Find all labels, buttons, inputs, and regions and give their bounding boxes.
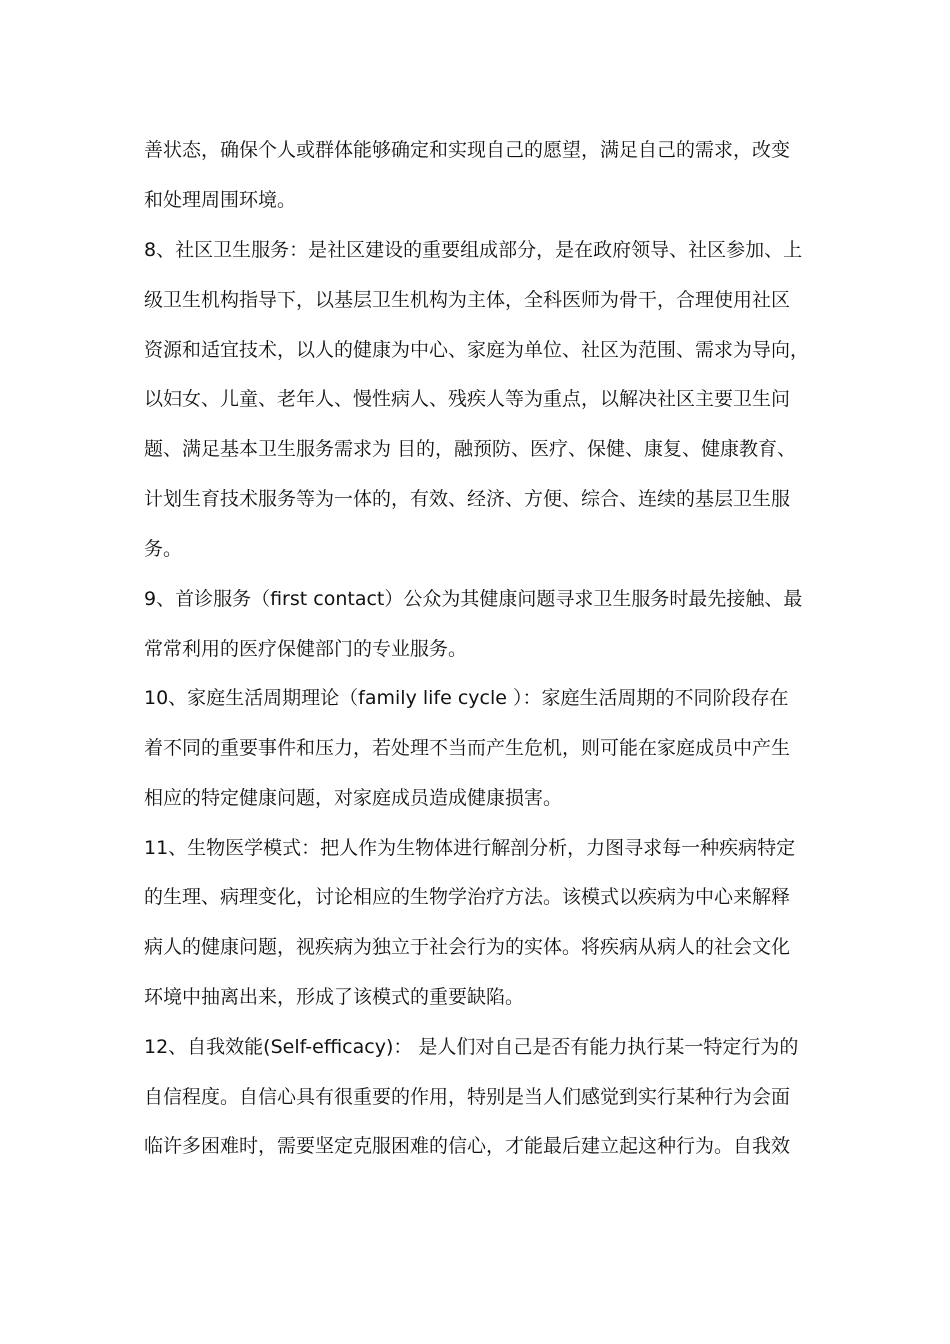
text-line: 的生理、病理变化，讨论相应的生物学治疗方法。该模式以疾病为中心来解释 bbox=[144, 886, 791, 908]
text-line: 级卫生机构指导下，以基层卫生机构为主体，全科医师为骨干，合理使用社区 bbox=[144, 289, 791, 311]
text-line: 11、生物医学模式：把人作为生物体进行解剖分析，力图寻求每一种疾病特定 bbox=[144, 837, 796, 859]
text-line: 环境中抽离出来，形成了该模式的重要缺陷。 bbox=[144, 986, 525, 1008]
text-line: 善状态，确保个人或群体能够确定和实现自己的愿望，满足自己的需求，改变 bbox=[144, 139, 791, 161]
text-line: 题、满足基本卫生服务需求为 目的，融预防、医疗、保健、康复、健康教育、 bbox=[144, 438, 797, 460]
text-line: 临许多困难时，需要坚定克服困难的信心，才能最后建立起这种行为。自我效 bbox=[144, 1135, 791, 1157]
text-line: 着不同的重要事件和压力，若处理不当而产生危机，则可能在家庭成员中产生 bbox=[144, 737, 791, 759]
text-line: 和处理周围环境。 bbox=[144, 189, 297, 211]
text-line: 相应的特定健康问题，对家庭成员造成健康损害。 bbox=[144, 787, 563, 809]
text-line: 9、首诊服务（first contact）公众为其健康问题寻求卫生服务时最先接触、最 bbox=[144, 588, 803, 610]
text-line: 资源和适宜技术，以人的健康为中心、家庭为单位、社区为范围、需求为导向， bbox=[144, 339, 810, 361]
text-line: 以妇女、儿童、老年人、慢性病人、残疾人等为重点，以解决社区主要卫生问 bbox=[144, 388, 791, 410]
text-line: 8、社区卫生服务：是社区建设的重要组成部分，是在政府领导、社区参加、上 bbox=[144, 239, 803, 261]
text-line: 病人的健康问题，视疾病为独立于社会行为的实体。将疾病从病人的社会文化 bbox=[144, 936, 791, 958]
text-line: 务。 bbox=[144, 538, 183, 560]
text-line: 自信程度。自信心具有很重要的作用，特别是当人们感觉到实行某种行为会面 bbox=[144, 1086, 791, 1108]
text-line: 12、自我效能(Self-efficacy)： 是人们对自己是否有能力执行某一特定行为的 bbox=[144, 1036, 799, 1058]
text-line: 常常利用的医疗保健部门的专业服务。 bbox=[144, 638, 468, 660]
text-line: 计划生育技术服务等为一体的，有效、经济、方便、综合、连续的基层卫生服 bbox=[144, 488, 791, 510]
text-line: 10、家庭生活周期理论（family life cycle ）：家庭生活周期的不同阶段存在 bbox=[144, 687, 789, 709]
